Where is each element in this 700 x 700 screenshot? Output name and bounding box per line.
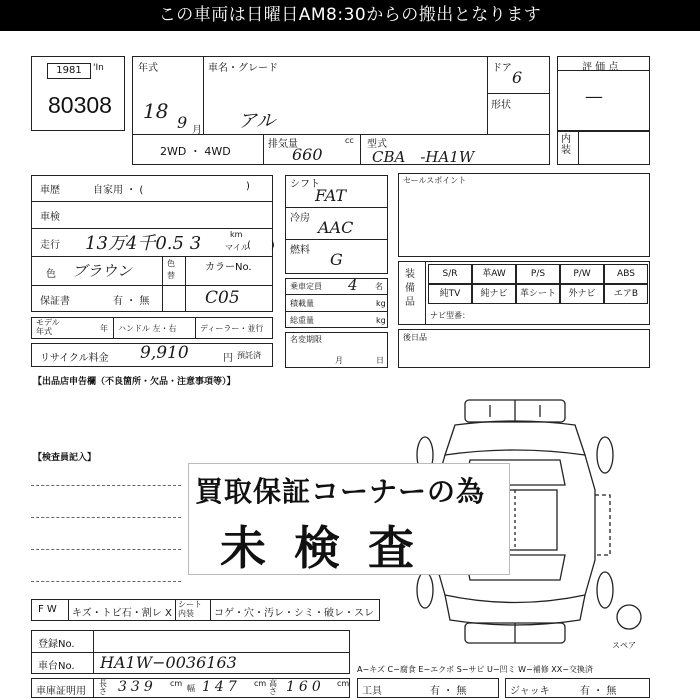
model-year-unit: 年	[100, 324, 108, 333]
banner-notice: この車両は日曜日AM8:30からの搬出となります	[0, 0, 700, 31]
shift-label: シフト	[290, 179, 320, 190]
weight-kg-unit: kg	[376, 316, 386, 325]
inspection-label: 車検	[40, 212, 60, 223]
width-label: 幅	[187, 684, 195, 693]
tool-options: 有 ・ 無	[430, 686, 467, 697]
equipment-item: ABS	[604, 264, 648, 284]
later-label: 後日品	[403, 333, 427, 342]
notes-label: 【出品店申告欄（不良箇所・欠品・注意事項等）】	[33, 377, 236, 387]
equipment-item: エアB	[604, 284, 648, 304]
stamp-line1: 買取保証コーナーの為	[195, 475, 486, 508]
km-unit: km	[230, 230, 243, 239]
color-label: 色	[46, 269, 56, 280]
ac-value: AAC	[318, 218, 354, 237]
spare-label: スペア	[612, 641, 636, 650]
chassis-label: 車台No.	[38, 661, 75, 672]
stamp-line2: 未検査	[220, 521, 442, 575]
month-unit: 月	[192, 125, 202, 136]
width-value: 147	[202, 679, 241, 695]
height-label: 高さ	[269, 679, 277, 696]
car-name-label: 車名・グレード	[208, 63, 278, 74]
displacement-label: 排気量	[268, 139, 298, 150]
jack-options: 有 ・ 無	[580, 686, 617, 697]
height-unit: cm	[337, 679, 350, 688]
body-label: 形状	[491, 100, 511, 111]
length-unit: cm	[170, 679, 183, 688]
color-swap-label: 色替	[167, 259, 175, 280]
cc-unit: cc	[345, 136, 354, 145]
score-label: 評 価 点	[582, 62, 619, 73]
interior-label: 内装	[561, 134, 571, 156]
damage-codes: A−キズ C−腐食 E−エクボ S−サビ U−凹ミ W−補修 XX−交換済	[357, 665, 593, 674]
seat-label: シート内装	[178, 600, 202, 618]
color-value: ブラウン	[72, 262, 133, 280]
equipment-item: 革AW	[472, 264, 516, 284]
fw-label: F W	[38, 604, 57, 615]
displacement-value: 660	[292, 145, 323, 164]
dealer-label: ディーラー・並行	[200, 324, 264, 333]
equip-label: 装備品	[405, 269, 415, 308]
load-label: 積載量	[290, 299, 314, 308]
shift-value: FAT	[315, 186, 347, 205]
recycle-status: 預託済	[237, 351, 261, 360]
equipment-item: 純TV	[428, 284, 472, 304]
color-no-label: カラーNo.	[205, 262, 252, 273]
name-change-day: 日	[376, 356, 384, 365]
car-name-value: アル	[238, 110, 276, 132]
fuel-label: 燃料	[290, 245, 310, 256]
equipment-item: P/S	[516, 264, 560, 284]
recycle-unit: 円	[223, 353, 233, 364]
score-value: —	[585, 86, 603, 107]
equipment-item: 革シート	[516, 284, 560, 304]
fuel-value: G	[330, 250, 343, 269]
mile-unit: マイル	[225, 243, 249, 252]
history-options: 自家用 ・ (	[93, 185, 144, 196]
mileage-label: 走行	[40, 240, 60, 251]
jack-label: ジャッキ	[510, 686, 550, 697]
year-code-stamp: 1981	[47, 63, 91, 79]
year-label: 年式	[138, 63, 158, 74]
equipment-item: 純ナビ	[472, 284, 516, 304]
model-label: 型式	[367, 139, 387, 150]
recycle-label: リサイクル料金	[40, 353, 109, 364]
seat-text: コゲ・穴・汚レ・シミ・破レ・スレ	[214, 608, 374, 619]
model-value: CBA -HA1W	[372, 148, 475, 166]
length-value: 339	[118, 679, 157, 695]
drive-label: 2WD ・ 4WD	[160, 145, 231, 158]
name-change-label: 名変期限	[290, 335, 322, 344]
weight-label: 総重量	[290, 316, 314, 325]
capacity-value: 4	[348, 276, 358, 294]
tool-label: 工具	[362, 686, 382, 697]
name-change-month: 月	[335, 356, 343, 365]
mileage-value: 13万4千0.5 3	[85, 233, 202, 254]
month-value: 9	[177, 113, 188, 132]
navi-label: ナビ型番：	[430, 311, 470, 320]
length-label: 長さ	[99, 679, 107, 696]
warranty-label: 保証書	[40, 296, 70, 307]
fw-text: キズ・トビ石・割レ X	[72, 608, 172, 619]
registration-label: 登録No.	[38, 639, 75, 650]
color-no-value: C05	[205, 288, 240, 308]
width-unit: cm	[254, 679, 267, 688]
cert-label: 車庫証明用	[36, 686, 86, 697]
lot-number: 80308	[48, 92, 112, 118]
equipment-item: 外ナビ	[560, 284, 604, 304]
year-value: 18	[143, 99, 169, 123]
model-year-label: モデル年式	[36, 318, 60, 336]
history-label: 車歴	[40, 185, 60, 196]
capacity-label: 乗車定員	[290, 282, 322, 291]
sales-point-label: セールスポイント	[403, 176, 467, 185]
year-code-unit: 'In	[93, 63, 104, 73]
inspector-label: 【検査員記入】	[33, 453, 97, 463]
later-items-box	[398, 329, 650, 368]
recycle-value: 9,910	[140, 343, 189, 363]
door-label: ドア	[492, 63, 512, 74]
equipment-item: P/W	[560, 264, 604, 284]
chassis-value: HA1W−0036163	[100, 653, 237, 672]
load-kg-unit: kg	[376, 299, 386, 308]
equipment-item: S/R	[428, 264, 472, 284]
door-value: 6	[512, 68, 523, 87]
ac-label: 冷房	[290, 213, 310, 224]
handle-label: ハンドル 左・右	[118, 324, 177, 333]
warranty-options: 有 ・ 無	[113, 296, 150, 307]
capacity-unit: 名	[375, 282, 383, 291]
height-value: 160	[286, 679, 325, 695]
